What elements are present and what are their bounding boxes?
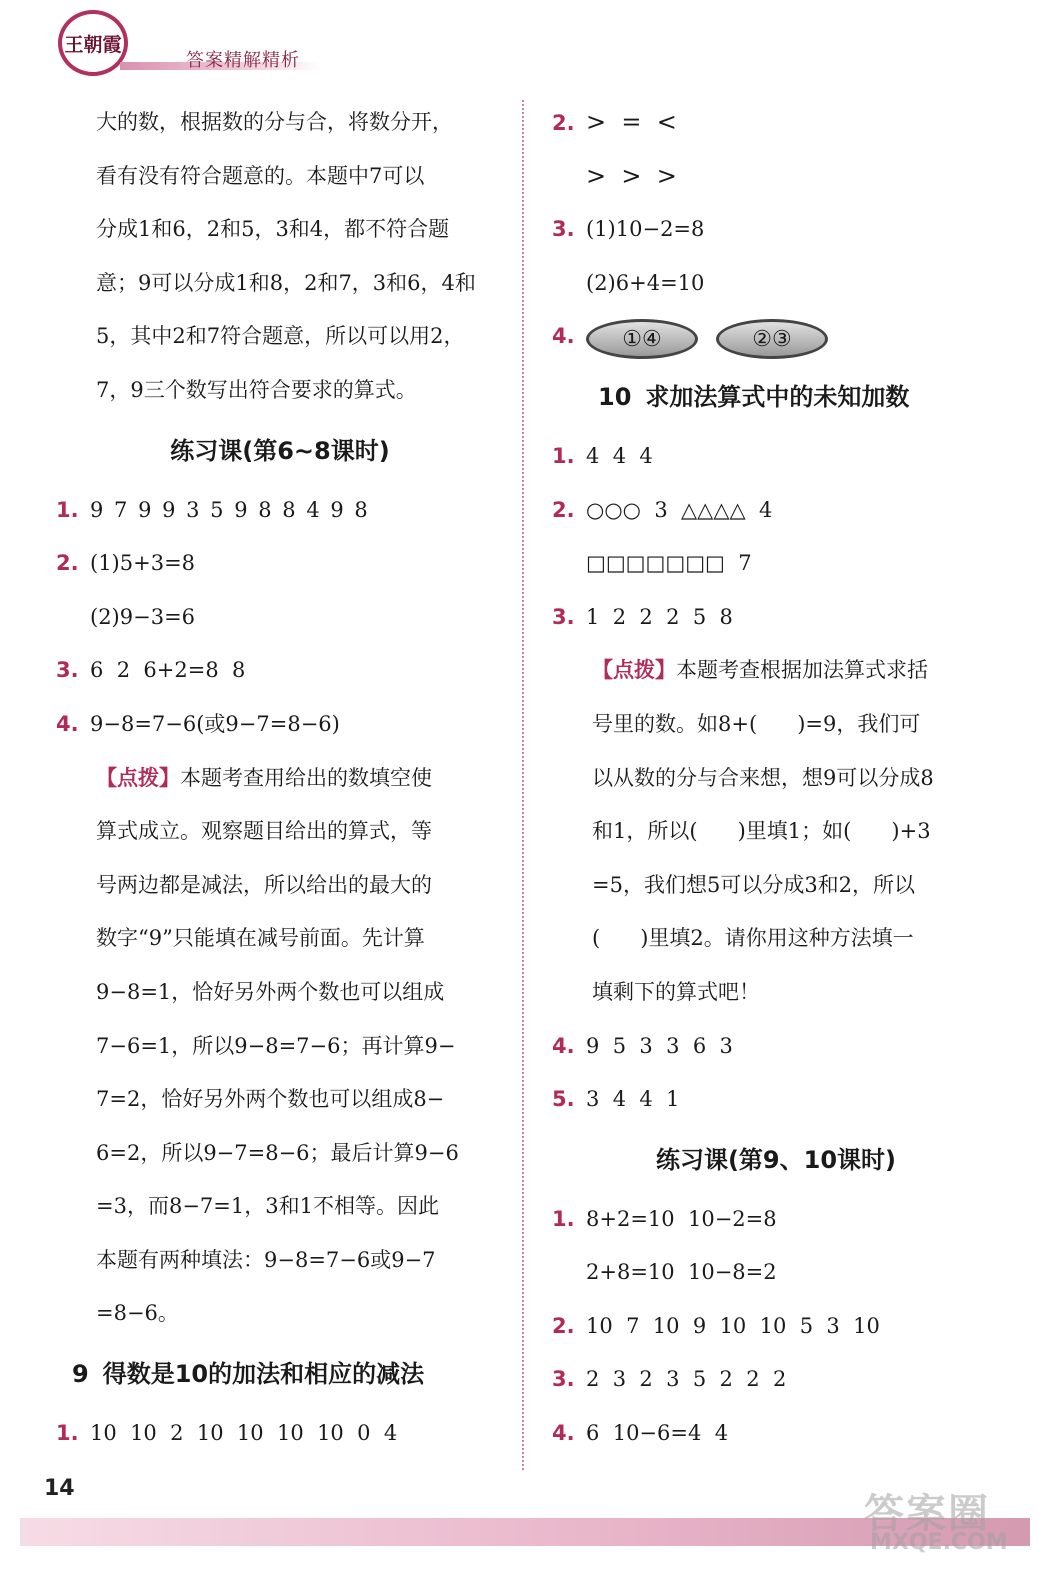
answer-line [552, 1300, 1000, 1354]
answer-line [552, 537, 1000, 591]
answer-line [552, 150, 1000, 204]
section-title [552, 364, 1000, 430]
answer-line [552, 310, 1000, 364]
tip-line: 6=2，所以9−7=8−6；最后计算9−6 [96, 1140, 459, 1165]
tip-line [56, 752, 504, 806]
answer-text: 8+2=10 10−2=8 [586, 1206, 777, 1231]
watermark: 答案圈 [864, 1491, 990, 1537]
tip-label: 【点拨】 [96, 765, 180, 790]
plate: ①④ [586, 319, 698, 359]
left-column [56, 96, 504, 1461]
para-line: 大的数，根据数的分与合，将数分开， [96, 110, 453, 134]
tip-line: ( )里填2。请你用这种方法填一 [592, 926, 914, 951]
answer-text: 6 2 6+2=8 8 [90, 658, 246, 683]
answer-line [552, 96, 1000, 150]
answer-line [552, 1246, 1000, 1300]
answer-line [56, 537, 504, 591]
item-number: 1. [56, 1421, 79, 1446]
answer-text: (2)9−3=6 [90, 604, 196, 629]
answer-line [56, 1407, 504, 1461]
answer-line [552, 1073, 1000, 1127]
item-number: 2. [552, 111, 575, 135]
page-number: 14 [44, 1476, 75, 1501]
answer-line [552, 1193, 1000, 1247]
section-text: 得数是10的加法和相应的减法 [102, 1360, 425, 1389]
page-header [0, 0, 1056, 90]
item-number: 1. [552, 1206, 575, 1231]
tip-label: 【点拨】 [592, 658, 676, 683]
answer-text: □□□□□□□ 7 [586, 551, 752, 576]
answer-text: 10 10 2 10 10 10 10 0 4 [90, 1421, 398, 1446]
tip-line: 数字“9”只能填在减号前面。先计算 [96, 926, 425, 951]
section-number: 9 [72, 1360, 89, 1389]
tip-line: =8−6。 [96, 1301, 179, 1326]
answer-line [56, 644, 504, 698]
tip-line: =3，而8−7=1，3和1不相等。因此 [96, 1194, 439, 1219]
tip-line: =5，我们想5可以分成3和2，所以 [592, 872, 916, 897]
answer-text: 1 2 2 2 5 8 [586, 604, 733, 629]
answer-text: 9 7 9 9 3 5 9 8 8 4 9 8 [90, 497, 368, 522]
item-number: 3. [552, 217, 575, 242]
answer-line [552, 1407, 1000, 1461]
answer-text: > = < [586, 108, 677, 136]
watermark-site: MXQE.COM [870, 1530, 1008, 1555]
answer-line [552, 203, 1000, 257]
item-number: 4. [552, 324, 575, 349]
answer-line [552, 1353, 1000, 1407]
tip-line: 和1，所以( )里填1；如( )+3 [592, 819, 931, 844]
answer-text: 2 3 2 3 5 2 2 2 [586, 1367, 787, 1392]
tip-line [552, 644, 1000, 698]
tip-line: 填剩下的算式吧！ [592, 979, 760, 1004]
item-number: 3. [552, 604, 575, 629]
section-title: 练习课(第9、10课时) [655, 1145, 897, 1174]
tip-text: 本题考查用给出的数填空使 [180, 765, 432, 790]
logo-text: 王朝霞 [64, 33, 122, 56]
answer-text: (2)6+4=10 [586, 270, 705, 295]
para-line: 分成1和6，2和5，3和4，都不符合题 [96, 217, 450, 242]
item-number: 1. [552, 443, 575, 468]
answer-line [552, 257, 1000, 311]
tip-line: 7=2，恰好另外两个数也可以组成8− [96, 1087, 445, 1112]
answer-text: ○○○ 3 △△△△ 4 [586, 497, 773, 522]
answer-line [56, 698, 504, 752]
answer-line [56, 484, 504, 538]
plate-group [586, 311, 846, 365]
tip-line: 号里的数。如8+( )=9，我们可 [592, 711, 921, 736]
section-title [56, 1341, 504, 1407]
section-title: 练习课(第6~8课时) [170, 436, 390, 465]
answer-line [56, 591, 504, 645]
item-number: 1. [56, 497, 79, 522]
section-number: 10 [598, 382, 632, 411]
item-number: 4. [552, 1033, 575, 1058]
tip-line: 以从数的分与合来想，想9可以分成8 [592, 765, 934, 790]
item-number: 3. [552, 1367, 575, 1392]
para-line: 5，其中2和7符合题意，所以可以用2， [96, 324, 465, 349]
header-title: 答案精解精析 [186, 50, 300, 71]
answer-text: 9−8=7−6(或9−7=8−6) [90, 711, 340, 736]
plate: ②③ [716, 319, 828, 359]
para-line: 7，9三个数写出符合要求的算式。 [96, 377, 417, 402]
tip-line: 算式成立。观察题目给出的算式，等 [96, 819, 432, 844]
answer-text: (1)10−2=8 [586, 217, 705, 242]
answer-text: 4 4 4 [586, 443, 653, 468]
answer-line [552, 484, 1000, 538]
para-line: 意；9可以分成1和8，2和7，3和6，4和 [96, 270, 476, 295]
answer-text: 3 4 4 1 [586, 1087, 680, 1112]
tip-text: 本题考查根据加法算式求括 [676, 658, 928, 683]
tip-line: 9−8=1，恰好另外两个数也可以组成 [96, 979, 445, 1004]
brand-logo [58, 10, 128, 76]
answer-line [552, 1020, 1000, 1074]
item-number: 5. [552, 1087, 575, 1112]
answer-text: 9 5 3 3 6 3 [586, 1033, 733, 1058]
answer-text: 2+8=10 10−8=2 [586, 1260, 777, 1285]
column-divider [522, 100, 524, 1470]
para-line: 看有没有符合题意的。本题中7可以 [96, 163, 425, 188]
tip-line: 本题有两种填法：9−8=7−6或9−7 [96, 1247, 436, 1272]
tip-line: 7−6=1，所以9−8=7−6；再计算9− [96, 1033, 456, 1058]
answer-text: > > > [586, 161, 677, 190]
section-text: 求加法算式中的未知加数 [645, 382, 910, 411]
item-number: 4. [56, 711, 79, 736]
item-number: 3. [56, 658, 79, 683]
tip-line: 号两边都是减法，所以给出的最大的 [96, 872, 432, 897]
answer-text: (1)5+3=8 [90, 551, 196, 576]
answer-text: 6 10−6=4 4 [586, 1421, 729, 1446]
item-number: 2. [56, 551, 79, 576]
answer-text: 10 7 10 9 10 10 5 3 10 [586, 1313, 880, 1338]
item-number: 4. [552, 1421, 575, 1446]
right-column [552, 96, 1000, 1461]
item-number: 2. [552, 497, 575, 522]
item-number: 2. [552, 1313, 575, 1338]
answer-line [552, 430, 1000, 484]
answer-line [552, 591, 1000, 645]
